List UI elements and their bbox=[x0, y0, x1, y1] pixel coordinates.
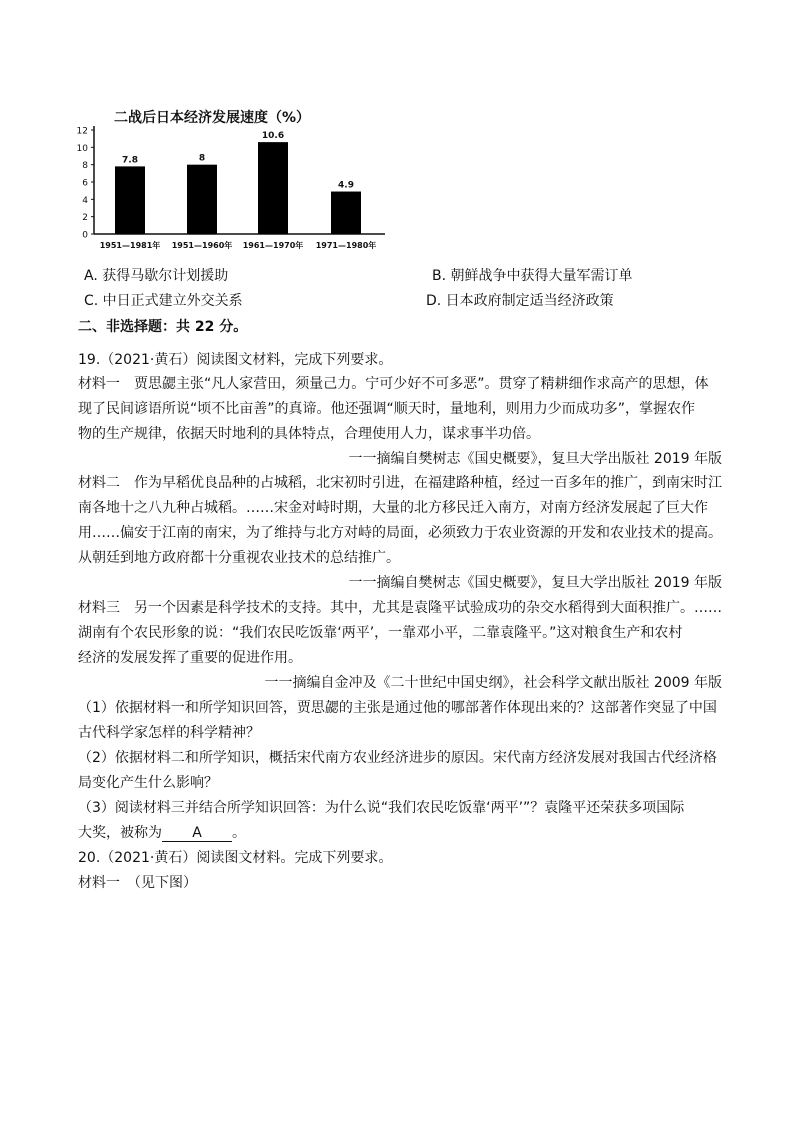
q19-material-3-source: 一一摘编自金冲及《二十世纪中国史纲》，社会科学文献出版社 2009 年版 bbox=[264, 675, 722, 691]
bar-4 bbox=[331, 192, 361, 234]
x-category-label: 1951—1960年 bbox=[171, 241, 233, 250]
q19-question-3-line-2 bbox=[78, 824, 246, 842]
bar-value-label: 4.9 bbox=[338, 180, 354, 191]
q19-question-1-line: （1）依据材料一和所学知识回答，贾思勰的主张是通过他的哪部著作体现出来的？这部著作突显了中国 bbox=[78, 700, 717, 716]
q19-material-2-source: 一一摘编自樊树志《国史概要》，复旦大学出版社 2019 年版 bbox=[348, 575, 722, 591]
y-tick-label: 4 bbox=[82, 195, 88, 206]
y-tick-label: 10 bbox=[76, 143, 88, 154]
q19-question-3-suffix: 。 bbox=[232, 825, 246, 841]
q19-material-1-line: 现了民间谚语所说“顷不比亩善”的真谛。他还强调“顺天时，量地利，则用力少而成功多”，掌握农作 bbox=[78, 401, 696, 417]
y-tick-label: 12 bbox=[76, 126, 88, 137]
x-category-label: 1951—1981年 bbox=[99, 241, 161, 250]
q19-question-1-line: 古代科学家怎样的科学精神？ bbox=[78, 725, 260, 741]
q19-material-2-line: 从朝廷到地方政府都十分重视农业技术的总结推广。 bbox=[78, 550, 400, 566]
q19-intro: 19.（2021·黄石）阅读图文材料，完成下列要求。 bbox=[78, 352, 393, 368]
bar-2 bbox=[187, 165, 217, 234]
bar-1 bbox=[115, 166, 145, 234]
y-tick-label: 6 bbox=[82, 178, 88, 189]
option-b[interactable]: B. 朝鲜战争中获得大量军需订单 bbox=[432, 268, 633, 284]
q19-question-3-prefix: 大奖，被称为 bbox=[78, 825, 162, 841]
chart-title: 二战后日本经济发展速度（%） bbox=[114, 110, 311, 126]
bar-value-label: 7.8 bbox=[122, 155, 138, 166]
q19-question-2-line: （2）依据材料二和所学知识，概括宋代南方农业经济进步的原因。宋代南方经济发展对我国古代经济格 bbox=[78, 750, 717, 766]
q19-material-2-line: 用……偏安于江南的南宋，为了维持与北方对峙的局面，必须致力于农业资源的开发和农业技术的提高。 bbox=[78, 525, 722, 541]
option-d[interactable]: D. 日本政府制定适当经济政策 bbox=[426, 293, 614, 309]
bar-3 bbox=[258, 142, 288, 234]
q19-material-3-line: 湖南有个农民形象的说：“我们农民吃饭靠‘两平’，一靠邓小平，二靠袁隆平。”这对粮食生产和农村 bbox=[78, 625, 683, 641]
y-tick-label: 8 bbox=[82, 161, 88, 172]
bar-chart bbox=[70, 100, 400, 256]
bar-value-label: 8 bbox=[198, 153, 206, 164]
q19-material-2-line: 南各地十之八九种占城稻。……宋金对峙时期，大量的北方移民迁入南方，对南方经济发展起了巨大作 bbox=[78, 500, 708, 516]
x-category-label: 1971—1980年 bbox=[315, 241, 377, 250]
y-tick-label: 0 bbox=[82, 230, 88, 241]
option-c[interactable]: C. 中日正式建立外交关系 bbox=[84, 293, 243, 309]
q20-intro: 20.（2021·黄石）阅读图文材料。完成下列要求。 bbox=[78, 850, 393, 866]
q19-material-1-line: 材料一 贾思勰主张“凡人家营田，须量己力。宁可少好不可多恶”。贯穿了精耕细作求高产的思想，体 bbox=[78, 376, 709, 392]
y-tick-label: 2 bbox=[82, 213, 88, 224]
q19-question-3-line: （3）阅读材料三并结合所学知识回答：为什么说“我们农民吃饭靠‘两平’”？袁隆平还荣获多项国际 bbox=[78, 800, 685, 816]
x-category-label: 1961—1970年 bbox=[242, 241, 304, 250]
q19-material-2-line: 材料二 作为早稻优良品种的占城稻，北宋初时引进，在福建路种植，经过一百多年的推广，到南宋时江 bbox=[78, 475, 722, 491]
q19-material-3-line: 经济的发展发挥了重要的促进作用。 bbox=[78, 650, 302, 666]
q20-material-1: 材料一 （见下图） bbox=[78, 875, 197, 891]
q19-material-3-line: 材料三 另一个因素是科学技术的支持。其中，尤其是袁隆平试验成功的杂交水稻得到大面积推广。…… bbox=[78, 600, 722, 616]
section-title: 二、非选择题：共 22 分。 bbox=[78, 319, 248, 335]
q19-question-2-line: 局变化产生什么影响？ bbox=[78, 775, 218, 791]
option-a[interactable]: A. 获得马歇尔计划援助 bbox=[84, 268, 229, 284]
q19-material-1-line: 物的生产规律，依据天时地利的具体特点，合理使用人力，谋求事半功倍。 bbox=[78, 426, 540, 442]
bar-value-label: 10.6 bbox=[261, 131, 285, 142]
q19-material-1-source: 一一摘编自樊树志《国史概要》，复旦大学出版社 2019 年版 bbox=[348, 451, 722, 467]
answer-blank[interactable]: A bbox=[162, 826, 232, 842]
